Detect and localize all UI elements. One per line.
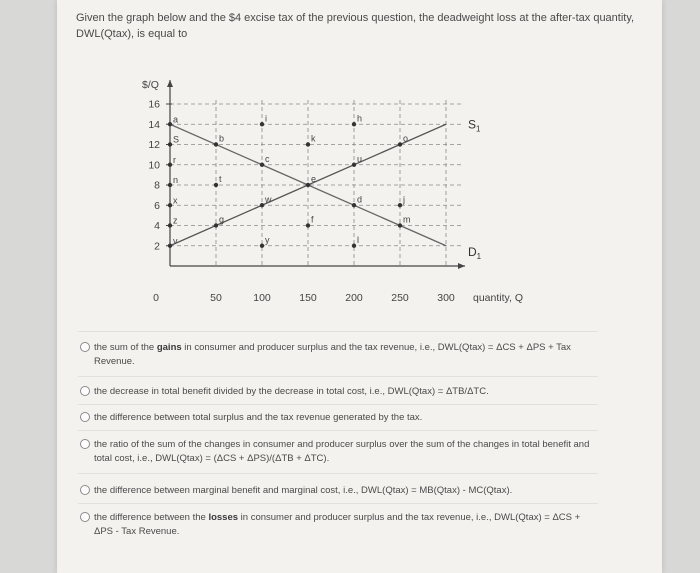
- point-dot: [306, 223, 310, 227]
- point-label-u: u: [357, 153, 363, 164]
- answer-option-text: the decrease in total benefit divided by the decrease in total cost, i.e., DWL(Qtax) = ΔTB/ΔTC.: [94, 386, 489, 397]
- x-tick-label: 300: [437, 292, 455, 304]
- point-label-r: r: [173, 154, 176, 165]
- y-tick-label: 8: [154, 179, 160, 192]
- point-label-j: j: [403, 194, 405, 205]
- point-label-a: a: [173, 114, 179, 125]
- point-label-S: S: [173, 134, 180, 145]
- radio-button-icon[interactable]: [80, 386, 90, 396]
- point-dot: [398, 142, 402, 146]
- x-tick-label: 0: [153, 292, 159, 304]
- point-dot: [260, 163, 264, 167]
- point-label-w: w: [265, 194, 272, 205]
- point-label-k: k: [311, 133, 316, 144]
- x-tick-label: 200: [345, 292, 363, 304]
- point-dot: [260, 244, 264, 248]
- x-axis-arrow-icon: [458, 263, 465, 269]
- x-tick-label: 100: [253, 292, 271, 304]
- point-dot: [214, 223, 218, 227]
- demand-curve-label: $D_1$: [468, 244, 482, 261]
- point-label-x: x: [173, 195, 178, 206]
- y-tick-label: 14: [148, 118, 160, 131]
- point-dot: [168, 244, 172, 248]
- chart-grid: [170, 100, 464, 266]
- point-dot: [168, 183, 172, 187]
- point-label-z: z: [173, 215, 178, 226]
- answer-option-text: the sum of the gains in consumer and producer surplus and the tax revenue, i.e., DWL(Qtax) = ΔCS + ΔPS + Tax Revenue.: [94, 342, 571, 367]
- answer-option-text: the difference between marginal benefit and marginal cost, i.e., DWL(Qtax) = MB(Qtax) - MC(Qtax).: [94, 485, 513, 496]
- point-dot: [168, 203, 172, 207]
- point-label-f: f: [311, 214, 314, 225]
- question-text: Given the graph below and the $4 excise tax of the previous question, the deadweight loss at the after-tax quantity, DWL(Qtax), is equal to: [76, 12, 635, 40]
- point-dot: [306, 142, 310, 146]
- chart-point-labels: [168, 113, 411, 248]
- point-label-g: g: [219, 214, 225, 225]
- y-tick-label: 4: [154, 220, 160, 232]
- y-tick-label: 16: [148, 98, 160, 111]
- point-dot: [398, 203, 402, 207]
- point-dot: [214, 142, 218, 146]
- radio-button-icon[interactable]: [80, 512, 90, 522]
- point-dot: [168, 122, 172, 126]
- answer-option-text: the difference between the losses in consumer and producer surplus and the tax revenue, i.e., DWL(Qtax) = ΔCS + ΔPS - Tax Revenue.: [94, 512, 581, 537]
- point-dot: [260, 122, 264, 126]
- point-dot: [214, 183, 218, 187]
- chart-curves: [170, 117, 482, 261]
- supply-curve-label: $S_1$: [468, 117, 481, 134]
- answer-option-text: the ratio of the sum of the changes in consumer and producer surplus over the sum of the changes in total benefit and total cost, i.e., DWL(Qtax) = (ΔCS + ΔPS)/(ΔTB + ΔTC).: [94, 439, 590, 464]
- point-dot: [306, 183, 310, 187]
- y-axis-label: $/Q: [142, 79, 159, 91]
- x-axis-label: quantity, Q: [473, 292, 523, 304]
- radio-button-icon[interactable]: [80, 342, 90, 352]
- point-dot: [352, 244, 356, 248]
- y-tick-label: 6: [154, 199, 160, 212]
- point-label-l: l: [357, 234, 359, 245]
- x-tick-label: 50: [210, 292, 222, 304]
- point-dot: [352, 122, 356, 126]
- radio-button-icon[interactable]: [80, 439, 90, 449]
- point-label-n: n: [173, 175, 179, 185]
- point-dot: [168, 142, 172, 146]
- answer-option-text: the difference between total surplus and the tax revenue generated by the tax.: [94, 412, 423, 423]
- point-label-b: b: [219, 133, 225, 144]
- point-label-y: y: [265, 234, 270, 245]
- point-label-i: i: [265, 113, 267, 124]
- y-axis-arrow-icon: [167, 80, 173, 87]
- point-dot: [168, 163, 172, 167]
- point-label-c: c: [265, 153, 270, 164]
- point-dot: [168, 223, 172, 227]
- point-label-d: d: [357, 194, 363, 205]
- y-tick-label: 10: [148, 159, 160, 172]
- point-label-h: h: [357, 113, 363, 124]
- point-label-e: e: [311, 174, 317, 184]
- point-dot: [352, 163, 356, 167]
- point-dot: [352, 203, 356, 207]
- point-dot: [398, 223, 402, 227]
- y-tick-label: 12: [148, 139, 160, 151]
- radio-button-icon[interactable]: [80, 485, 90, 495]
- x-tick-label: 250: [391, 292, 409, 304]
- point-label-v: v: [173, 235, 178, 246]
- y-tick-label: 2: [154, 240, 160, 253]
- point-dot: [260, 203, 264, 207]
- point-label-m: m: [403, 214, 411, 225]
- x-tick-label: 150: [299, 292, 317, 304]
- point-label-t: t: [219, 174, 222, 184]
- radio-button-icon[interactable]: [80, 412, 90, 422]
- chart-ticks: [142, 79, 523, 304]
- point-label-o: o: [403, 133, 409, 144]
